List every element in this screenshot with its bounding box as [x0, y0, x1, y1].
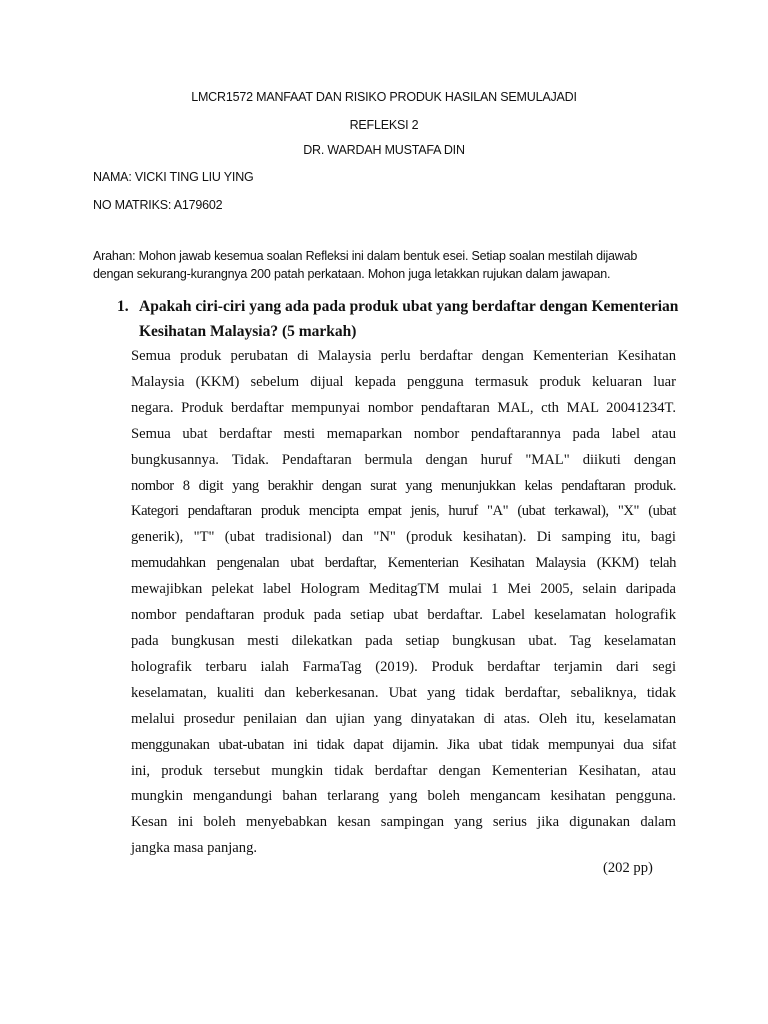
answer-line: Semua ubat berdaftar mesti memaparkan nombor pendaftarannya pada label atau [131, 425, 676, 442]
answer-line: bungkusannya. Tidak. Pendaftaran bermula dengan huruf "MAL" diikuti dengan [131, 451, 676, 468]
answer-line: nombor pendaftaran produk pada setiap ubat berdaftar. Label keselamatan holografik [131, 607, 676, 624]
answer-line: nombor 8 digit yang berakhir dengan surat yang menunjukkan kelas pendaftaran produk. [131, 477, 676, 494]
answer-line: Semua produk perubatan di Malaysia perlu berdaftar dengan Kementerian Kesihatan [131, 348, 676, 364]
question-text-line1: Apakah ciri-ciri yang ada pada produk ubat yang berdaftar dengan Kementerian [139, 298, 679, 315]
answer-line: Kategori pendaftaran produk mencipta empat jenis, huruf "A" (ubat terkawal), "X" (ubat [131, 503, 676, 520]
matric-number: NO MATRIKS: A179602 [93, 198, 223, 212]
answer-line: negara. Produk berdaftar mempunyai nombor pendaftaran MAL, cth MAL 20041234T. [131, 399, 676, 416]
answer-line: Kesan ini boleh menyebabkan kesan sampingan yang serius jika digunakan dalam [131, 814, 676, 831]
answer-line: mewajibkan pelekat label Hologram MeditagTM mulai 1 Mei 2005, selain daripada [131, 581, 676, 598]
course-title: LMCR1572 MANFAAT DAN RISIKO PRODUK HASILAN SEMULAJADI [191, 90, 577, 104]
lecturer-name: DR. WARDAH MUSTAFA DIN [303, 143, 465, 157]
student-name: NAMA: VICKI TING LIU YING [93, 170, 254, 184]
word-count: (202 pp) [603, 860, 653, 876]
instructions-text: Arahan: Mohon jawab kesemua soalan Refleksi ini dalam bentuk esei. Setiap soalan mestilah dijawab dengan sekurang-kurangnya 200 patah perkataan. Mohon juga letakkan rujukan dalam jawapan. [93, 249, 638, 281]
answer-line: ini, produk tersebut mungkin tidak berdaftar dengan Kementerian Kesihatan, atau [131, 762, 676, 779]
answer-line: Malaysia (KKM) sebelum dijual kepada pengguna termasuk produk keluaran luar [131, 373, 676, 390]
answer-line: memudahkan pengenalan ubat berdaftar, Kementerian Kesihatan Malaysia (KKM) telah [131, 555, 676, 572]
question-text-line2: Kesihatan Malaysia? (5 markah) [139, 323, 357, 340]
question-1 [117, 294, 687, 344]
answer-line: jangka masa panjang. [131, 840, 258, 857]
answer-line: pada bungkusan mesti dilekatkan pada setiap bungkusan ubat. Tag keselamatan [131, 632, 676, 649]
answer-line: keselamatan, kualiti dan keberkesanan. Ubat yang tidak berdaftar, sebaliknya, tidak [131, 684, 676, 701]
answer-line: generik), "T" (ubat tradisional) dan "N" (produk kesihatan). Di samping itu, bagi [131, 529, 676, 546]
answer-line: melalui prosedur penilaian dan ujian yang dinyatakan di atas. Oleh itu, keselamatan [131, 710, 676, 727]
answer-line: menggunakan ubat-ubatan ini tidak dapat dijamin. Jika ubat tidak mempunyai dua sifat [131, 736, 676, 753]
answer-line: holografik terbaru ialah FarmaTag (2019). Produk berdaftar terjamin dari segi [131, 658, 676, 675]
question-number: 1. [117, 298, 129, 315]
answer-paragraph [131, 344, 676, 862]
answer-line: mungkin mengandungi bahan terlarang yang boleh mengancam kesihatan pengguna. [131, 788, 676, 805]
assignment-title: REFLEKSI 2 [349, 118, 419, 132]
